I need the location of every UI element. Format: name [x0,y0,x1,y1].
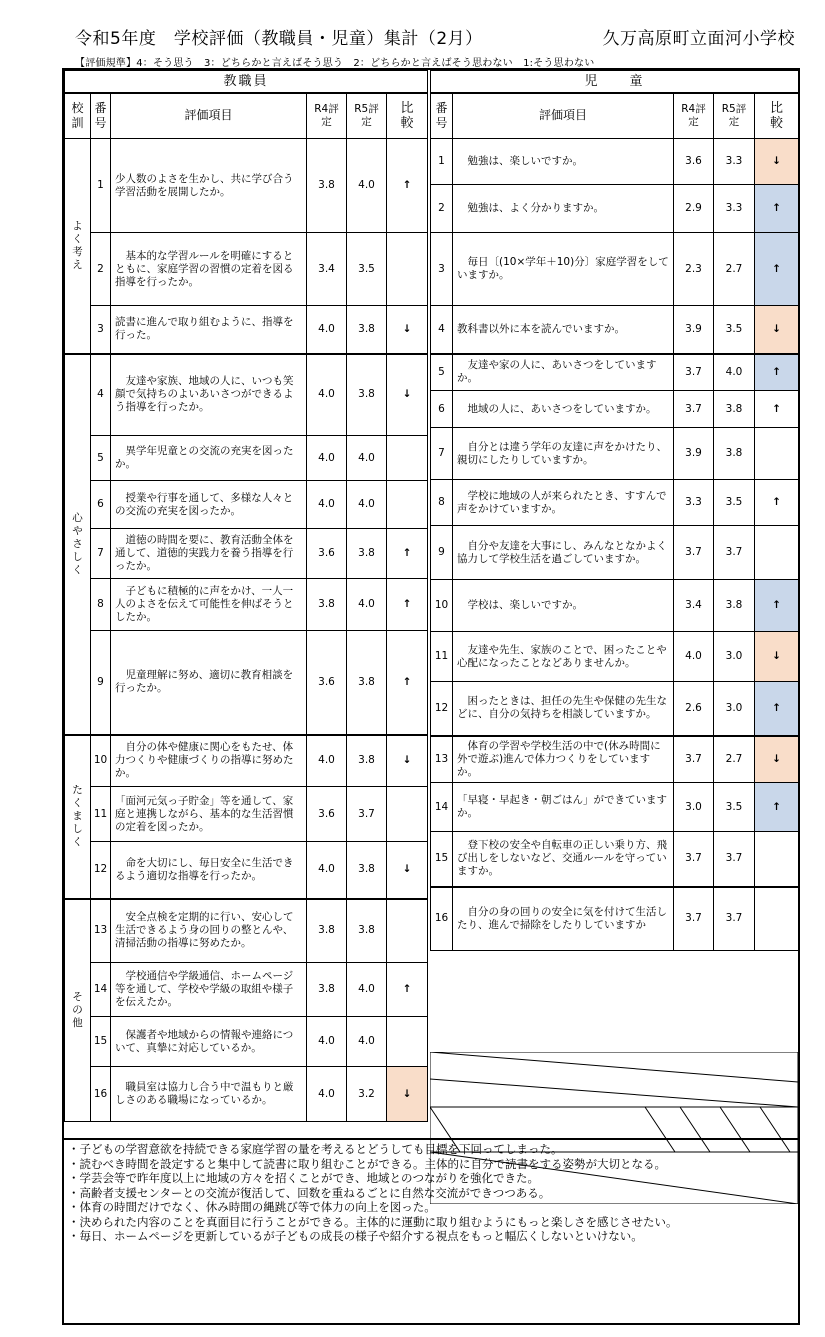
child-compare-arrow [755,887,799,951]
child-score-r5: 3.8 [714,580,755,632]
score-r5: 3.7 [347,787,387,842]
score-r4: 3.8 [307,963,347,1017]
child-item-number: 12 [431,682,453,736]
child-compare-arrow: ↑ [755,185,799,233]
child-row [431,682,799,736]
child-score-r4: 3.7 [674,887,714,951]
item-text: 保護者や地域からの情報や連絡について、真摯に対応しているか。 [111,1017,307,1067]
score-r4: 4.0 [307,735,347,787]
child-row [431,139,799,185]
staff-section-title: 教職員 [65,71,428,93]
child-item-number: 14 [431,783,453,832]
score-r5: 3.8 [347,735,387,787]
child-item-number: 1 [431,139,453,185]
child-row [431,832,799,887]
page-title [75,18,795,52]
score-r4: 4.0 [307,842,347,899]
score-r5: 3.2 [347,1067,387,1122]
score-r5: 3.5 [347,233,387,306]
header-num: 番号 [91,93,111,139]
child-compare-arrow: ↓ [755,306,799,354]
child-row [431,233,799,306]
item-text: 友達や家族、地域の人に、いつも笑顔で気持ちのよいあいさつができるよう指導を行ったか。 [111,354,307,436]
child-item-text: 教科書以外に本を読んでいますか。 [453,306,674,354]
compare-arrow [387,899,428,963]
child-header-item: 評価項目 [453,93,674,139]
score-r4: 3.8 [307,899,347,963]
item-number: 6 [91,481,111,529]
child-score-r5: 3.0 [714,632,755,682]
child-compare-arrow [755,428,799,480]
child-compare-arrow: ↑ [755,783,799,832]
child-score-r4: 3.7 [674,736,714,783]
item-text: 読書に進んで取り組むように、指導を行った。 [111,306,307,354]
item-number: 15 [91,1017,111,1067]
child-item-text: 地域の人に、あいさつをしていますか。 [453,391,674,428]
child-score-r4: 3.7 [674,391,714,428]
score-r5: 3.8 [347,354,387,436]
staff-row [65,963,428,1017]
child-item-number: 7 [431,428,453,480]
child-score-r5: 3.5 [714,783,755,832]
motto-cell: 心やさしく [65,354,91,735]
evaluation-sheet [62,68,800,1325]
child-row [431,526,799,580]
child-compare-arrow: ↓ [755,139,799,185]
score-r5: 3.8 [347,899,387,963]
item-number: 16 [91,1067,111,1122]
score-r5: 4.0 [347,963,387,1017]
child-header-r5: R5評定 [714,93,755,139]
child-item-number: 3 [431,233,453,306]
item-number: 2 [91,233,111,306]
item-number: 11 [91,787,111,842]
child-compare-arrow: ↓ [755,632,799,682]
motto-cell: その他 [65,899,91,1122]
score-r5: 4.0 [347,579,387,631]
item-number: 14 [91,963,111,1017]
child-row [431,185,799,233]
staff-row [65,436,428,481]
compare-arrow: ↑ [387,139,428,233]
comment-line: ・体育の時間だけでなく、休み時間の縄跳び等で体力の向上を図った。 [68,1200,436,1214]
score-r4: 4.0 [307,1017,347,1067]
score-r5: 3.8 [347,306,387,354]
score-r4: 3.6 [307,787,347,842]
child-score-r5: 3.5 [714,480,755,526]
item-text: 授業や行事を通して、多様な人々との交流の充実を図ったか。 [111,481,307,529]
compare-arrow: ↑ [387,631,428,735]
child-row [431,736,799,783]
compare-arrow: ↓ [387,1067,428,1122]
child-compare-arrow: ↑ [755,233,799,306]
header-r4: R4評定 [307,93,347,139]
child-score-r4: 3.7 [674,832,714,887]
child-score-r5: 3.7 [714,887,755,951]
evaluation-criteria: 【評価規準】4：そう思う 3：どちらかと言えばそう思う 2：どちらかと言えばそう思わない 1:そう思わない [75,58,595,68]
child-item-text: 自分の身の回りの安全に気を付けて生活したり、進んで掃除をしたりしていますか [453,887,674,951]
staff-row [65,233,428,306]
item-text: 職員室は協力し合う中で温もりと厳しさのある職場になっているか。 [111,1067,307,1122]
child-item-text: 自分とは違う学年の友達に声をかけたり、親切にしたりしていますか。 [453,428,674,480]
child-header-cmp: 比較 [755,93,799,139]
motto-cell: よく考え [65,139,91,354]
child-section-title: 児 童 [431,71,799,93]
staff-row [65,899,428,963]
score-r4: 3.8 [307,579,347,631]
item-number: 9 [91,631,111,735]
item-number: 12 [91,842,111,899]
child-score-r5: 3.8 [714,391,755,428]
child-item-text: 登下校の安全や自転車の正しい乗り方、飛び出しをしないなど、交通ルールを守っていますか。 [453,832,674,887]
staff-row [65,579,428,631]
compare-arrow [387,481,428,529]
child-item-number: 10 [431,580,453,632]
child-score-r5: 3.7 [714,832,755,887]
child-item-text: 勉強は、楽しいですか。 [453,139,674,185]
child-compare-arrow: ↓ [755,736,799,783]
child-row [431,306,799,354]
child-item-text: 学校は、楽しいですか。 [453,580,674,632]
score-r4: 3.8 [307,139,347,233]
child-item-number: 6 [431,391,453,428]
staff-row [65,842,428,899]
header-kun: 校訓 [65,93,91,139]
staff-row [65,529,428,579]
score-r5: 3.8 [347,842,387,899]
child-item-text: 困ったときは、担任の先生や保健の先生などに、自分の気持ちを相談していますか。 [453,682,674,736]
score-r5: 3.8 [347,631,387,735]
child-item-number: 9 [431,526,453,580]
staff-row [65,631,428,735]
staff-row [65,306,428,354]
child-score-r4: 2.3 [674,233,714,306]
child-score-r4: 3.4 [674,580,714,632]
item-text: 基本的な学習ルールを明確にするとともに、家庭学習の習慣の定着を図る指導を行ったか。 [111,233,307,306]
item-number: 8 [91,579,111,631]
child-item-text: 友達や先生、家族のことで、困ったことや心配になったことなどありませんか。 [453,632,674,682]
child-item-number: 11 [431,632,453,682]
compare-arrow [387,787,428,842]
score-r5: 4.0 [347,139,387,233]
child-row [431,632,799,682]
item-text: 安全点検を定期的に行い、安心して生活できるよう身の回りの整とんや、清掃活動の指導に努めたか。 [111,899,307,963]
child-score-r5: 2.7 [714,736,755,783]
child-score-r4: 2.6 [674,682,714,736]
child-row [431,580,799,632]
child-compare-arrow: ↑ [755,354,799,391]
comments-box [64,1138,798,1323]
header-item: 評価項目 [111,93,307,139]
item-text: 異学年児童との交流の充実を図ったか。 [111,436,307,481]
child-score-r4: 3.6 [674,139,714,185]
item-number: 7 [91,529,111,579]
child-item-text: 勉強は、よく分かりますか。 [453,185,674,233]
staff-row [65,354,428,436]
child-score-r4: 3.3 [674,480,714,526]
item-text: 少人数のよさを生かし、共に学び合う学習活動を展開したか。 [111,139,307,233]
item-text: 子どもに積極的に声をかけ、一人一人のよさを伝えて可能性を伸ばそうとしたか。 [111,579,307,631]
child-compare-arrow: ↑ [755,391,799,428]
staff-table [64,70,428,1122]
item-number: 3 [91,306,111,354]
item-number: 4 [91,354,111,436]
comment-line: ・毎日、ホームページを更新しているが子どもの成長の様子や紹介する視点をもっと幅広くしないといけない。 [68,1229,643,1243]
item-number: 13 [91,899,111,963]
child-row [431,480,799,526]
child-item-text: 体育の学習や学校生活の中で(休み時間に外で遊ぶ)進んで体力つくりをしていますか。 [453,736,674,783]
score-r4: 3.6 [307,529,347,579]
staff-row [65,787,428,842]
score-r4: 4.0 [307,306,347,354]
staff-row [65,139,428,233]
score-r5: 3.8 [347,529,387,579]
score-r4: 3.6 [307,631,347,735]
child-score-r5: 3.3 [714,185,755,233]
child-compare-arrow: ↑ [755,480,799,526]
item-text: 道徳の時間を要に、教育活動全体を通して、道徳的実践力を養う指導を行ったか。 [111,529,307,579]
header-cmp: 比較 [387,93,428,139]
school-name: 久万高原町立面河小学校 [602,29,795,49]
comment-line: ・読むべき時間を設定すると集中して読書に取り組むことができる。主体的に自分で読書をする姿勢が大切となる。 [68,1156,666,1171]
score-r5: 4.0 [347,436,387,481]
child-score-r4: 3.9 [674,428,714,480]
header-r5: R5評定 [347,93,387,139]
child-item-text: 友達や家の人に、あいさつをしていますか。 [453,354,674,391]
child-item-number: 4 [431,306,453,354]
item-text: 「面河元気っ子貯金」等を通して、家庭と連携しながら、基本的な生活習慣の定着を図ったか。 [111,787,307,842]
child-item-number: 15 [431,832,453,887]
child-item-text: 毎日〔(10×学年＋10)分〕家庭学習をしていますか。 [453,233,674,306]
score-r5: 4.0 [347,1017,387,1067]
child-item-text: 自分や友達を大事にし、みんなとなかよく協力して学校生活を過ごしていますか。 [453,526,674,580]
child-row [431,887,799,951]
child-compare-arrow [755,526,799,580]
child-header-r4: R4評定 [674,93,714,139]
compare-arrow [387,233,428,306]
compare-arrow: ↑ [387,963,428,1017]
child-score-r4: 3.7 [674,354,714,391]
child-score-r5: 3.7 [714,526,755,580]
compare-arrow [387,1017,428,1067]
score-r4: 4.0 [307,354,347,436]
child-compare-arrow: ↑ [755,580,799,632]
compare-arrow: ↓ [387,354,428,436]
comment-line: ・学芸会等で昨年度以上に地域の方々を招くことができ、地域とのつながりを強化できた。 [68,1171,540,1185]
item-text: 命を大切にし、毎日安全に生活できるよう適切な指導を行ったか。 [111,842,307,899]
staff-row [65,1067,428,1122]
child-table [430,70,799,951]
score-r4: 4.0 [307,1067,347,1122]
child-score-r5: 3.3 [714,139,755,185]
child-item-number: 8 [431,480,453,526]
item-text: 児童理解に努め、適切に教育相談を行ったか。 [111,631,307,735]
child-item-text: 「早寝・早起き・朝ごはん」ができていますか。 [453,783,674,832]
compare-arrow: ↓ [387,735,428,787]
item-text: 自分の体や健康に関心をもたせ、体力つくりや健康づくりの指導に努めたか。 [111,735,307,787]
staff-row [65,1017,428,1067]
item-number: 5 [91,436,111,481]
child-score-r5: 2.7 [714,233,755,306]
comment-line: ・決められた内容のことを真面目に行うことができる。主体的に運動に取り組むようにもっと楽しさを感じさせたい。 [68,1214,678,1229]
score-r4: 3.4 [307,233,347,306]
child-item-number: 13 [431,736,453,783]
child-item-number: 2 [431,185,453,233]
item-text: 学校通信や学級通信、ホームページ等を通して、学校や学級の取組や様子を伝えたか。 [111,963,307,1017]
score-r4: 4.0 [307,481,347,529]
child-score-r4: 3.7 [674,526,714,580]
child-compare-arrow [755,832,799,887]
comment-line: ・子どもの学習意欲を持続できる家庭学習の量を考えるとどうしても目標を下回ってしまった。 [68,1142,563,1156]
child-score-r5: 3.5 [714,306,755,354]
child-item-text: 学校に地域の人が来られたとき、すすんで声をかけていますか。 [453,480,674,526]
child-row [431,391,799,428]
compare-arrow: ↓ [387,306,428,354]
comment-line: ・高齢者支援センターとの交流が復活して、回数を重ねるごとに自然な交流ができつつある。 [68,1185,551,1200]
child-score-r5: 3.8 [714,428,755,480]
child-score-r4: 3.9 [674,306,714,354]
child-score-r4: 3.0 [674,783,714,832]
child-score-r4: 4.0 [674,632,714,682]
child-compare-arrow: ↑ [755,682,799,736]
compare-arrow [387,436,428,481]
child-header-num: 番号 [431,93,453,139]
compare-arrow: ↑ [387,529,428,579]
score-r5: 4.0 [347,481,387,529]
item-number: 10 [91,735,111,787]
child-item-number: 16 [431,887,453,951]
item-number: 1 [91,139,111,233]
score-r4: 4.0 [307,436,347,481]
child-item-number: 5 [431,354,453,391]
staff-row [65,735,428,787]
compare-arrow: ↓ [387,842,428,899]
staff-row [65,481,428,529]
compare-arrow: ↑ [387,579,428,631]
child-row [431,354,799,391]
child-row [431,783,799,832]
motto-cell: たくましく [65,735,91,899]
child-row [431,428,799,480]
report-title: 令和5年度 学校評価（教職員・児童）集計（2月） [75,29,483,49]
child-score-r5: 3.0 [714,682,755,736]
child-score-r4: 2.9 [674,185,714,233]
child-score-r5: 4.0 [714,354,755,391]
